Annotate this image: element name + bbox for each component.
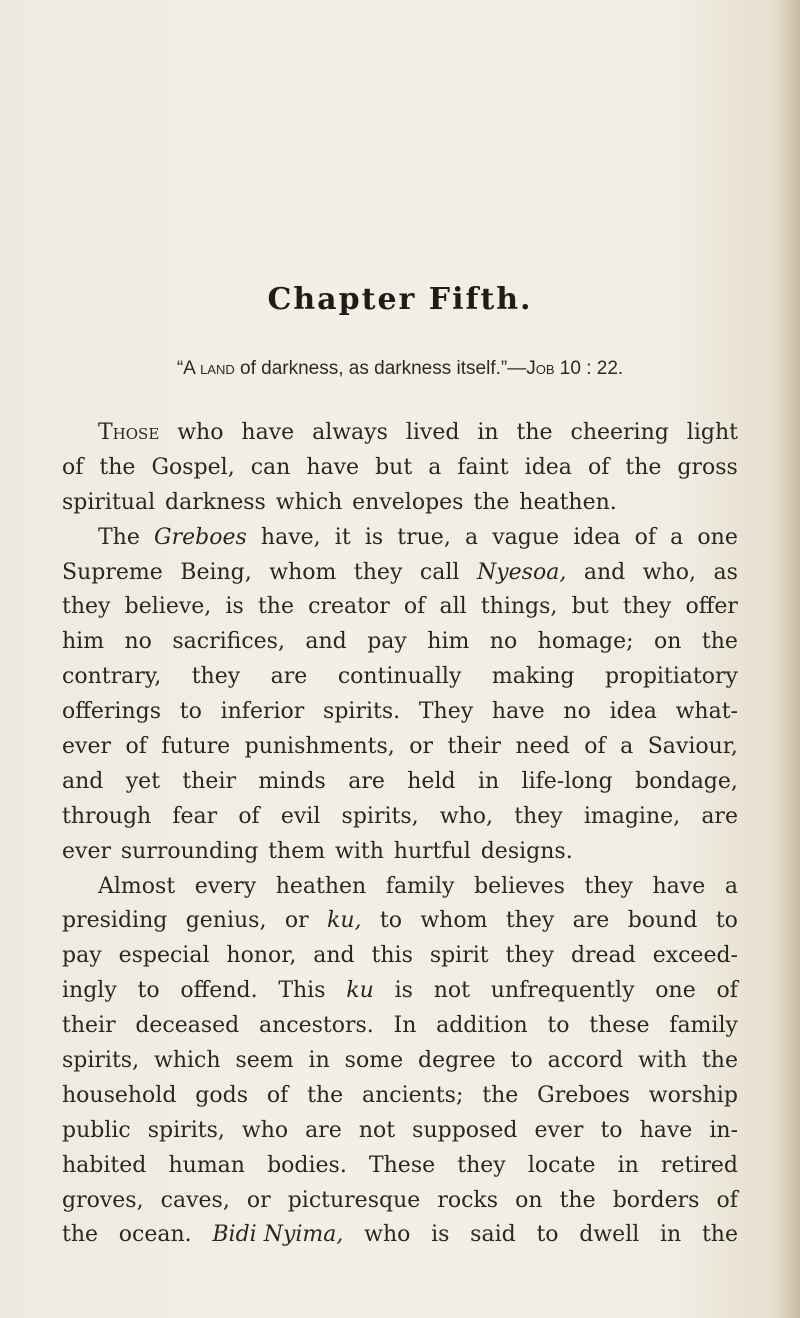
word: groves, — [62, 1187, 144, 1213]
word: true, — [397, 524, 451, 550]
word: to — [547, 1013, 570, 1039]
word: Supreme — [62, 559, 163, 585]
word: in — [617, 1152, 639, 1178]
word: some — [344, 1048, 404, 1074]
word: bodies. — [267, 1152, 347, 1178]
word: who — [364, 1222, 411, 1248]
epigraph — [0, 358, 800, 380]
word: to — [179, 699, 202, 725]
epigraph-reference-name: Job — [526, 358, 555, 379]
word: future — [161, 734, 231, 760]
word: of — [266, 1082, 289, 1108]
text-line — [62, 660, 738, 695]
word: especial — [118, 943, 210, 969]
word: the — [99, 454, 136, 480]
text-line — [62, 1114, 738, 1149]
word: but — [375, 454, 413, 480]
word: sacrifices, — [172, 629, 285, 655]
word: to — [600, 1117, 623, 1143]
text-line — [62, 521, 738, 556]
word: believe, — [124, 594, 212, 620]
word: bound — [627, 908, 698, 934]
word: Greboes — [537, 1082, 630, 1108]
word: idea — [573, 524, 621, 550]
word: heathen. — [519, 489, 617, 515]
text-line — [62, 695, 738, 730]
word: no — [563, 699, 591, 725]
word: with — [638, 1048, 688, 1074]
word: call — [419, 559, 460, 585]
word: retired — [660, 1152, 738, 1178]
word: and — [62, 768, 104, 794]
word: believes — [473, 873, 565, 899]
word: ever — [62, 734, 111, 760]
word: him — [427, 629, 470, 655]
word: no — [124, 629, 152, 655]
word: dwell — [579, 1222, 640, 1248]
word: with — [335, 838, 384, 864]
word: pay — [367, 629, 407, 655]
word: spirits. — [323, 699, 401, 725]
body-text — [62, 416, 738, 1253]
word: the — [559, 1187, 596, 1213]
word: ancestors. — [258, 1013, 374, 1039]
word: have, — [260, 524, 321, 550]
word: faint — [457, 454, 509, 480]
word: punishments, — [244, 734, 395, 760]
word: always — [312, 420, 388, 445]
word: to — [379, 908, 402, 934]
word: the — [516, 420, 553, 445]
word: bondage, — [635, 768, 738, 794]
word: continually — [337, 664, 462, 690]
epigraph-reference-citation: 10 : 22. — [554, 358, 624, 379]
word: the — [701, 1222, 738, 1248]
word: imagine, — [583, 803, 681, 829]
text-line — [62, 1044, 738, 1079]
text-line — [62, 974, 738, 1009]
word: the — [701, 1048, 738, 1074]
word: ocean. — [118, 1222, 192, 1248]
text-line — [62, 835, 738, 870]
word: borders — [612, 1187, 700, 1213]
word: have — [241, 420, 295, 445]
word: in — [660, 1222, 682, 1248]
word: no — [489, 629, 518, 655]
word: a — [464, 524, 479, 550]
word: Those — [98, 420, 160, 445]
word: the — [307, 1082, 344, 1108]
text-line — [62, 1009, 738, 1044]
word: worship — [648, 1082, 738, 1108]
word: deceased — [135, 1013, 240, 1039]
word: vague — [492, 524, 560, 550]
word: and — [313, 943, 355, 969]
word: who — [177, 420, 224, 445]
word: supposed — [412, 1117, 518, 1143]
word: to — [715, 908, 738, 934]
word: of — [238, 803, 260, 829]
word: are — [701, 803, 738, 829]
word: to — [536, 1222, 559, 1248]
word: presiding — [62, 908, 168, 934]
text-line — [62, 800, 738, 835]
word: spirits, — [341, 803, 419, 829]
text-line — [62, 939, 738, 974]
word: on — [515, 1187, 543, 1213]
word: seem — [235, 1048, 294, 1074]
word: need — [515, 734, 570, 760]
word: in — [477, 420, 499, 445]
word: fear — [172, 803, 218, 829]
word: The — [98, 524, 140, 550]
text-line — [62, 1149, 738, 1184]
word: it — [334, 524, 351, 550]
text-line — [62, 870, 738, 905]
word: offerings — [62, 699, 161, 725]
word: whom — [420, 908, 488, 934]
word: of — [584, 734, 606, 760]
word: is — [431, 1222, 450, 1248]
word: locate — [527, 1152, 596, 1178]
word: spirit — [429, 943, 489, 969]
word: on — [654, 629, 682, 655]
word: life-long — [521, 768, 613, 794]
word: which — [154, 1048, 221, 1074]
word: household — [62, 1082, 177, 1108]
word: Saviour, — [647, 734, 738, 760]
word: evil — [280, 803, 321, 829]
word: ever — [534, 1117, 584, 1143]
word: making — [491, 664, 575, 690]
word: their — [62, 1013, 116, 1039]
word: or — [284, 908, 309, 934]
epigraph-quote-lead: land — [200, 358, 235, 379]
word: gross — [677, 454, 738, 480]
text-line — [62, 416, 738, 451]
word: envelopes — [352, 489, 464, 515]
word: have — [491, 699, 545, 725]
word: they — [505, 908, 555, 934]
word: family — [669, 1013, 738, 1039]
word: Almost — [98, 873, 176, 899]
word: homage; — [537, 629, 634, 655]
word: of — [716, 1187, 738, 1213]
word: honor, — [226, 943, 297, 969]
word: public — [62, 1117, 131, 1143]
word: of — [634, 524, 656, 550]
word: not — [358, 1117, 396, 1143]
word: offend. — [180, 978, 258, 1004]
word: caves, — [160, 1187, 230, 1213]
word: have — [652, 873, 706, 899]
word: are — [348, 768, 385, 794]
word: who, — [642, 559, 696, 585]
word: inferior — [220, 699, 305, 725]
text-line — [62, 1218, 738, 1253]
word: yet — [125, 768, 161, 794]
word: in — [308, 1048, 330, 1074]
word: they — [622, 594, 672, 620]
word: They — [418, 699, 474, 725]
word: to — [137, 978, 160, 1004]
word: ingly — [62, 978, 117, 1004]
word: not — [433, 978, 470, 1004]
text-line — [62, 904, 738, 939]
word: cheering — [570, 420, 669, 445]
word: every — [194, 873, 257, 899]
word: them — [268, 838, 326, 864]
word: things, — [480, 594, 558, 620]
word: exceed- — [652, 943, 738, 969]
word: they — [353, 559, 403, 585]
word: this — [371, 943, 413, 969]
text-line — [62, 1184, 738, 1219]
word: human — [168, 1152, 245, 1178]
word: can — [250, 454, 291, 480]
word: Greboes — [154, 524, 247, 550]
word: ancients; — [362, 1082, 464, 1108]
word: creator — [308, 594, 390, 620]
word: idea — [524, 454, 572, 480]
word: a — [670, 524, 684, 550]
word: spiritual — [62, 489, 156, 515]
word: or — [246, 1187, 271, 1213]
text-line — [62, 556, 738, 591]
text-line — [62, 730, 738, 765]
word: surrounding — [120, 838, 259, 864]
word: the — [473, 489, 510, 515]
word: of — [125, 734, 147, 760]
word: is — [394, 978, 413, 1004]
word: they — [584, 873, 633, 899]
word: their — [447, 734, 502, 760]
word: all — [439, 594, 467, 620]
word: genius, — [185, 908, 267, 934]
word: who — [241, 1117, 289, 1143]
word: of — [587, 454, 610, 480]
word: are — [572, 908, 610, 934]
word: these — [589, 1013, 650, 1039]
word: a — [428, 454, 442, 480]
word: they — [62, 594, 111, 620]
word: one — [655, 978, 696, 1004]
word: heathen — [275, 873, 367, 899]
word: minds — [258, 768, 326, 794]
word: which — [275, 489, 343, 515]
word: or — [409, 734, 433, 760]
word: the — [625, 454, 662, 480]
word: These — [368, 1152, 436, 1178]
text-line — [62, 625, 738, 660]
word: ever — [62, 838, 111, 864]
word: Nyesoa, — [476, 559, 567, 585]
word: dread — [570, 943, 636, 969]
epigraph-quote-open: “A — [176, 358, 201, 379]
word: designs. — [480, 838, 573, 864]
word: and — [583, 559, 626, 585]
text-line — [62, 451, 738, 486]
word: but — [571, 594, 609, 620]
word: their — [182, 768, 237, 794]
word: lived — [405, 420, 460, 445]
word: held — [407, 768, 456, 794]
word: the — [257, 594, 294, 620]
word: accord — [547, 1048, 624, 1074]
word: him — [62, 629, 105, 655]
word: light — [686, 420, 738, 445]
word: offer — [685, 594, 738, 620]
word: a — [620, 734, 634, 760]
word: ku — [346, 978, 374, 1004]
word: to — [510, 1048, 533, 1074]
word: the — [701, 629, 738, 655]
text-line — [62, 590, 738, 625]
word: spirits, — [62, 1048, 140, 1074]
word: they — [191, 664, 241, 690]
word: is — [225, 594, 244, 620]
word: degree — [418, 1048, 496, 1074]
word: they — [505, 943, 555, 969]
text-line — [62, 486, 738, 521]
word: in- — [709, 1117, 738, 1143]
word: of — [403, 594, 426, 620]
word: habited — [62, 1152, 147, 1178]
word: propitiatory — [604, 664, 738, 690]
word: family — [385, 873, 455, 899]
word: are — [270, 664, 308, 690]
word: what- — [675, 699, 738, 725]
word: picturesque — [287, 1187, 421, 1213]
word: of — [716, 978, 738, 1004]
word: gods — [195, 1082, 248, 1108]
epigraph-dash: — — [507, 358, 527, 379]
word: and — [305, 629, 347, 655]
word: of — [62, 454, 84, 480]
word: they — [514, 803, 563, 829]
word: hurtful — [393, 838, 471, 864]
word: as — [713, 559, 738, 585]
word: in — [477, 768, 500, 794]
word: Bidi Nyima, — [212, 1222, 344, 1248]
word: ku, — [326, 908, 362, 934]
word: contrary, — [62, 664, 162, 690]
word: Being, — [180, 559, 252, 585]
word: This — [278, 978, 326, 1004]
word: who, — [439, 803, 494, 829]
word: through — [62, 803, 152, 829]
word: is — [364, 524, 384, 550]
word: rocks — [437, 1187, 499, 1213]
word: said — [470, 1222, 516, 1248]
word: a — [724, 873, 738, 899]
word: pay — [62, 943, 102, 969]
word: the — [62, 1222, 99, 1248]
word: darkness — [165, 489, 266, 515]
word: spirits, — [147, 1117, 225, 1143]
word: the — [482, 1082, 519, 1108]
word: Gospel, — [151, 454, 235, 480]
word: idea — [609, 699, 657, 725]
word: have — [639, 1117, 693, 1143]
word: whom — [269, 559, 337, 585]
word: In — [393, 1013, 417, 1039]
word: they — [457, 1152, 506, 1178]
word: have — [306, 454, 360, 480]
word: are — [305, 1117, 342, 1143]
word: addition — [436, 1013, 528, 1039]
chapter-heading: Chapter Fifth. — [267, 282, 533, 317]
word: one — [697, 524, 738, 550]
text-line — [62, 765, 738, 800]
epigraph-quote-rest: of darkness, as darkness itself.” — [234, 358, 508, 379]
page-edge-shadow — [778, 0, 800, 1318]
word: unfrequently — [490, 978, 635, 1004]
text-line — [62, 1079, 738, 1114]
